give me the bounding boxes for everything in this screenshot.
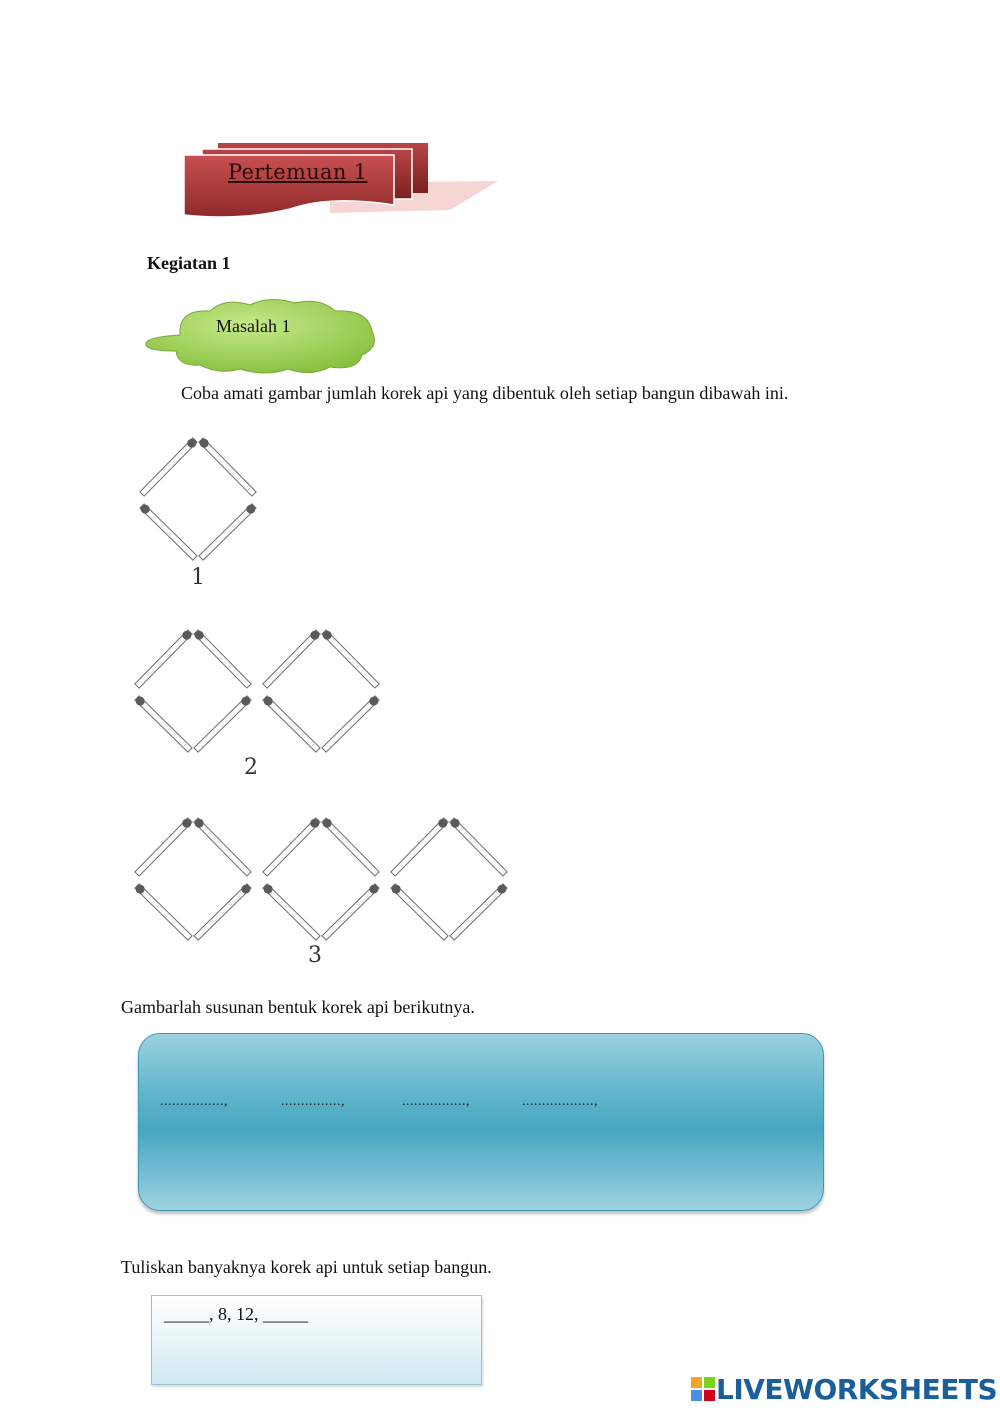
matchstick [199, 504, 256, 560]
matchstick-head [323, 819, 332, 828]
matchstick [263, 630, 320, 688]
matchstick-head [195, 819, 204, 828]
figure-1 [130, 428, 270, 568]
matchstick-head [182, 631, 191, 640]
figure-label-1: 1 [191, 565, 205, 590]
matchstick-head [264, 885, 273, 894]
matchstick-head [136, 885, 145, 894]
matchstick [199, 438, 256, 496]
matchstick-head [241, 697, 250, 706]
matchstick [391, 884, 448, 940]
matchstick [194, 696, 251, 752]
matchstick-head [451, 819, 460, 828]
figure-2 [125, 620, 395, 760]
matchstick-head [369, 885, 378, 894]
matchstick [322, 818, 379, 876]
figure-label-2: 2 [244, 755, 258, 780]
matchstick [135, 818, 192, 876]
matchstick [140, 438, 197, 496]
matchstick-head [182, 819, 191, 828]
matchstick [322, 696, 379, 752]
matchstick [322, 630, 379, 688]
matchstick [450, 884, 507, 940]
answer-blank-1[interactable]: ................, [160, 1094, 228, 1109]
activity-heading: Kegiatan 1 [147, 253, 231, 273]
matchstick [263, 818, 320, 876]
matchstick-head [195, 631, 204, 640]
matchstick-head [187, 439, 196, 448]
matchstick-head [136, 697, 145, 706]
matchstick [194, 818, 251, 876]
logo-text: LIVEWORKSHEETS [716, 1372, 998, 1406]
answer-blank-3[interactable]: ................, [402, 1094, 470, 1109]
matchstick-head [323, 631, 332, 640]
matchstick [263, 884, 320, 940]
matchstick-head [497, 885, 506, 894]
matchstick [450, 818, 507, 876]
banner-title: Pertemuan 1 [228, 160, 368, 184]
liveworksheets-logo [690, 1372, 997, 1406]
figure-label-3: 3 [308, 943, 322, 968]
matchstick [391, 818, 448, 876]
matchstick [140, 504, 197, 560]
matchstick-head [246, 505, 255, 514]
matchstick-head [438, 819, 447, 828]
instruction-count: Tuliskan banyaknya korek api untuk setiap bangun. [121, 1257, 492, 1277]
matchstick [135, 884, 192, 940]
logo-icon [690, 1376, 716, 1402]
matchstick-head [264, 697, 273, 706]
intro-text: Coba amati gambar jumlah korek api yang dibentuk oleh setiap bangun dibawah ini. [181, 383, 789, 403]
instruction-draw: Gambarlah susunan bentuk korek api berikutnya. [121, 997, 475, 1017]
matchstick-head [392, 885, 401, 894]
matchstick-head [369, 697, 378, 706]
matchstick-head [200, 439, 209, 448]
matchstick [194, 630, 251, 688]
answer-box[interactable] [138, 1033, 824, 1211]
matchstick-head [241, 885, 250, 894]
answer-blank-2[interactable]: ..............., [281, 1094, 345, 1109]
matchstick [263, 696, 320, 752]
problem-label: Masalah 1 [216, 316, 291, 336]
sequence-text[interactable]: _____, 8, 12, _____ [164, 1304, 308, 1324]
answer-blank-4[interactable]: .................., [522, 1094, 598, 1109]
figure-3 [125, 808, 525, 948]
matchstick-head [310, 819, 319, 828]
matchstick [322, 884, 379, 940]
matchstick [194, 884, 251, 940]
matchstick [135, 696, 192, 752]
matchstick-head [141, 505, 150, 514]
matchstick-head [310, 631, 319, 640]
matchstick [135, 630, 192, 688]
